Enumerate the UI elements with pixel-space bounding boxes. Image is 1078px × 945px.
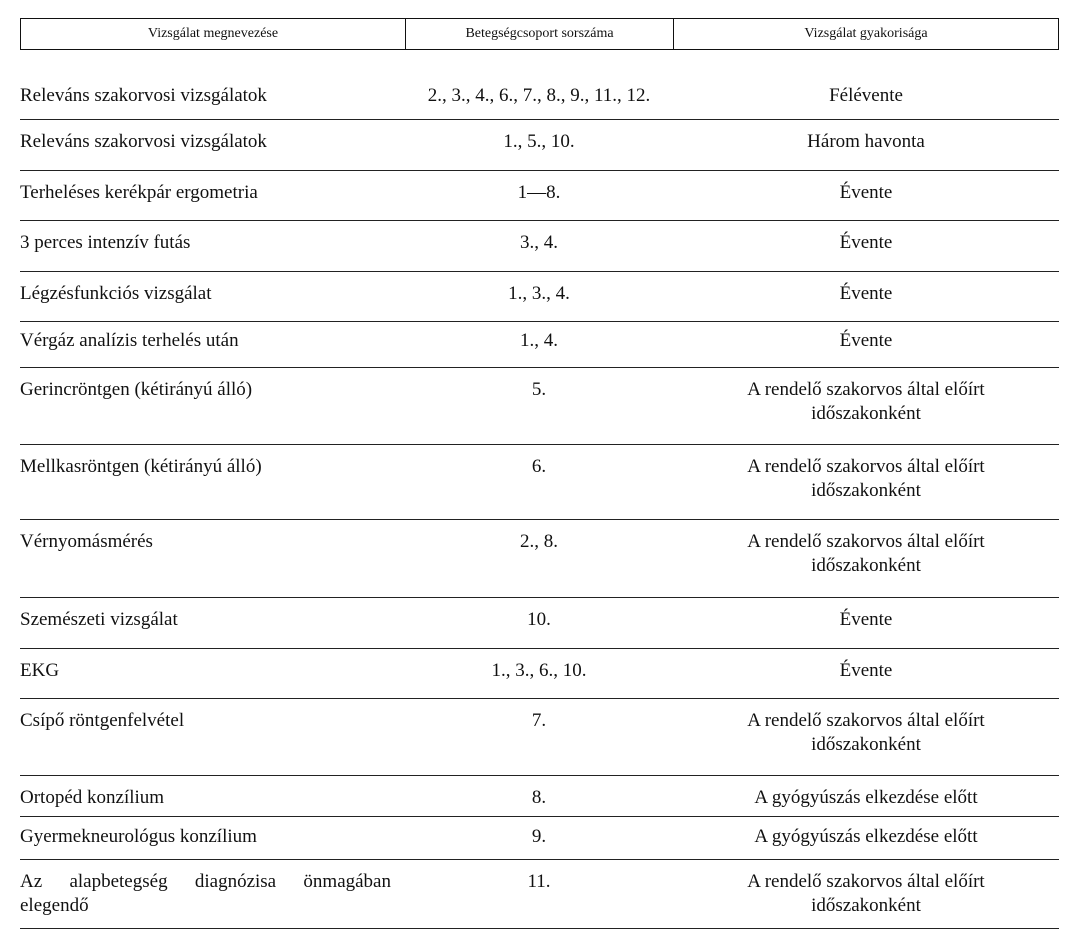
group-number: 1., 5., 10. xyxy=(503,131,575,152)
group-number: 1., 3., 4. xyxy=(508,283,570,304)
exam-name: Releváns szakorvosi vizsgálatok xyxy=(20,131,267,152)
header-group-number: Betegségcsoport sorszáma xyxy=(406,19,674,49)
table-row xyxy=(20,272,1059,322)
exam-name: Gerincröntgen (kétirányú álló) xyxy=(20,379,253,400)
exam-name: Gyermekneurológus konzílium xyxy=(20,826,257,847)
frequency xyxy=(673,520,1059,597)
group-number: 8. xyxy=(531,787,547,808)
group-number: 2., 8. xyxy=(520,531,558,552)
group-number: 2., 3., 4., 6., 7., 8., 9., 11., 12. xyxy=(427,85,651,106)
header-exam-name: Vizsgálat megnevezése xyxy=(21,19,406,49)
frequency: Félévente xyxy=(829,85,903,106)
exam-name: Csípő röntgenfelvétel xyxy=(20,710,185,731)
table-row xyxy=(20,120,1059,171)
exam-name: Vérgáz analízis terhelés után xyxy=(20,330,239,351)
frequency-line-2: időszakonként xyxy=(811,895,921,916)
exam-name: Szemészeti vizsgálat xyxy=(20,609,178,630)
table-row xyxy=(20,776,1059,817)
frequency-line-1: A rendelő szakorvos által előírt xyxy=(747,379,985,400)
frequency: A gyógyúszás elkezdése előtt xyxy=(754,826,978,847)
exam-name-line-2: elegendő xyxy=(20,895,89,916)
exam-name xyxy=(20,860,405,928)
frequency: Évente xyxy=(839,232,893,253)
frequency xyxy=(673,860,1059,928)
frequency: Évente xyxy=(839,182,893,203)
exam-name: Ortopéd konzílium xyxy=(20,787,165,808)
frequency xyxy=(673,368,1059,444)
frequency xyxy=(673,445,1059,519)
group-number: 7. xyxy=(531,710,547,731)
group-number: 3., 4. xyxy=(520,232,558,253)
table-row xyxy=(20,520,1059,598)
exam-name: Légzésfunkciós vizsgálat xyxy=(20,283,212,304)
group-number: 5. xyxy=(531,379,547,400)
frequency: Évente xyxy=(839,330,893,351)
frequency-line-2: időszakonként xyxy=(811,734,921,755)
table-row xyxy=(20,860,1059,929)
table-row xyxy=(20,221,1059,272)
frequency-line-1: A rendelő szakorvos által előírt xyxy=(747,710,985,731)
exam-name: Vérnyomásmérés xyxy=(20,531,153,552)
group-number: 10. xyxy=(527,609,551,630)
frequency-line-2: időszakonként xyxy=(811,403,921,424)
table-row xyxy=(20,368,1059,445)
exam-name: Mellkasröntgen (kétirányú álló) xyxy=(20,456,262,477)
frequency-line-2: időszakonként xyxy=(811,480,921,501)
group-number: 1—8. xyxy=(517,182,561,203)
exam-name: EKG xyxy=(20,660,60,681)
table-row xyxy=(20,598,1059,649)
frequency xyxy=(673,699,1059,775)
exam-name: Releváns szakorvosi vizsgálatok xyxy=(20,85,267,106)
group-number: 1., 4. xyxy=(520,330,558,351)
group-number: 9. xyxy=(531,826,547,847)
group-number: 6. xyxy=(531,456,547,477)
frequency-line-1: A rendelő szakorvos által előírt xyxy=(747,456,985,477)
exam-name: Terheléses kerékpár ergometria xyxy=(20,182,258,203)
table-row xyxy=(20,817,1059,860)
table-body xyxy=(20,68,1059,929)
frequency: A gyógyúszás elkezdése előtt xyxy=(754,787,978,808)
table-row xyxy=(20,699,1059,776)
table-row xyxy=(20,68,1059,120)
table-header xyxy=(20,18,1059,50)
frequency: Három havonta xyxy=(807,131,925,152)
header-frequency: Vizsgálat gyakorisága xyxy=(804,26,928,41)
frequency: Évente xyxy=(839,660,893,681)
frequency-line-1: A rendelő szakorvos által előírt xyxy=(747,531,985,552)
exam-name: 3 perces intenzív futás xyxy=(20,232,191,253)
frequency-line-1: A rendelő szakorvos által előírt xyxy=(747,871,985,892)
table-row xyxy=(20,171,1059,221)
exam-name-line-1: Az alapbetegség diagnózisa önmagában xyxy=(20,871,391,892)
table-row xyxy=(20,322,1059,368)
group-number: 11. xyxy=(527,871,551,892)
frequency: Évente xyxy=(839,609,893,630)
table-row xyxy=(20,649,1059,699)
table-row xyxy=(20,445,1059,520)
group-number: 1., 3., 6., 10. xyxy=(491,660,587,681)
frequency: Évente xyxy=(839,283,893,304)
frequency-line-2: időszakonként xyxy=(811,555,921,576)
